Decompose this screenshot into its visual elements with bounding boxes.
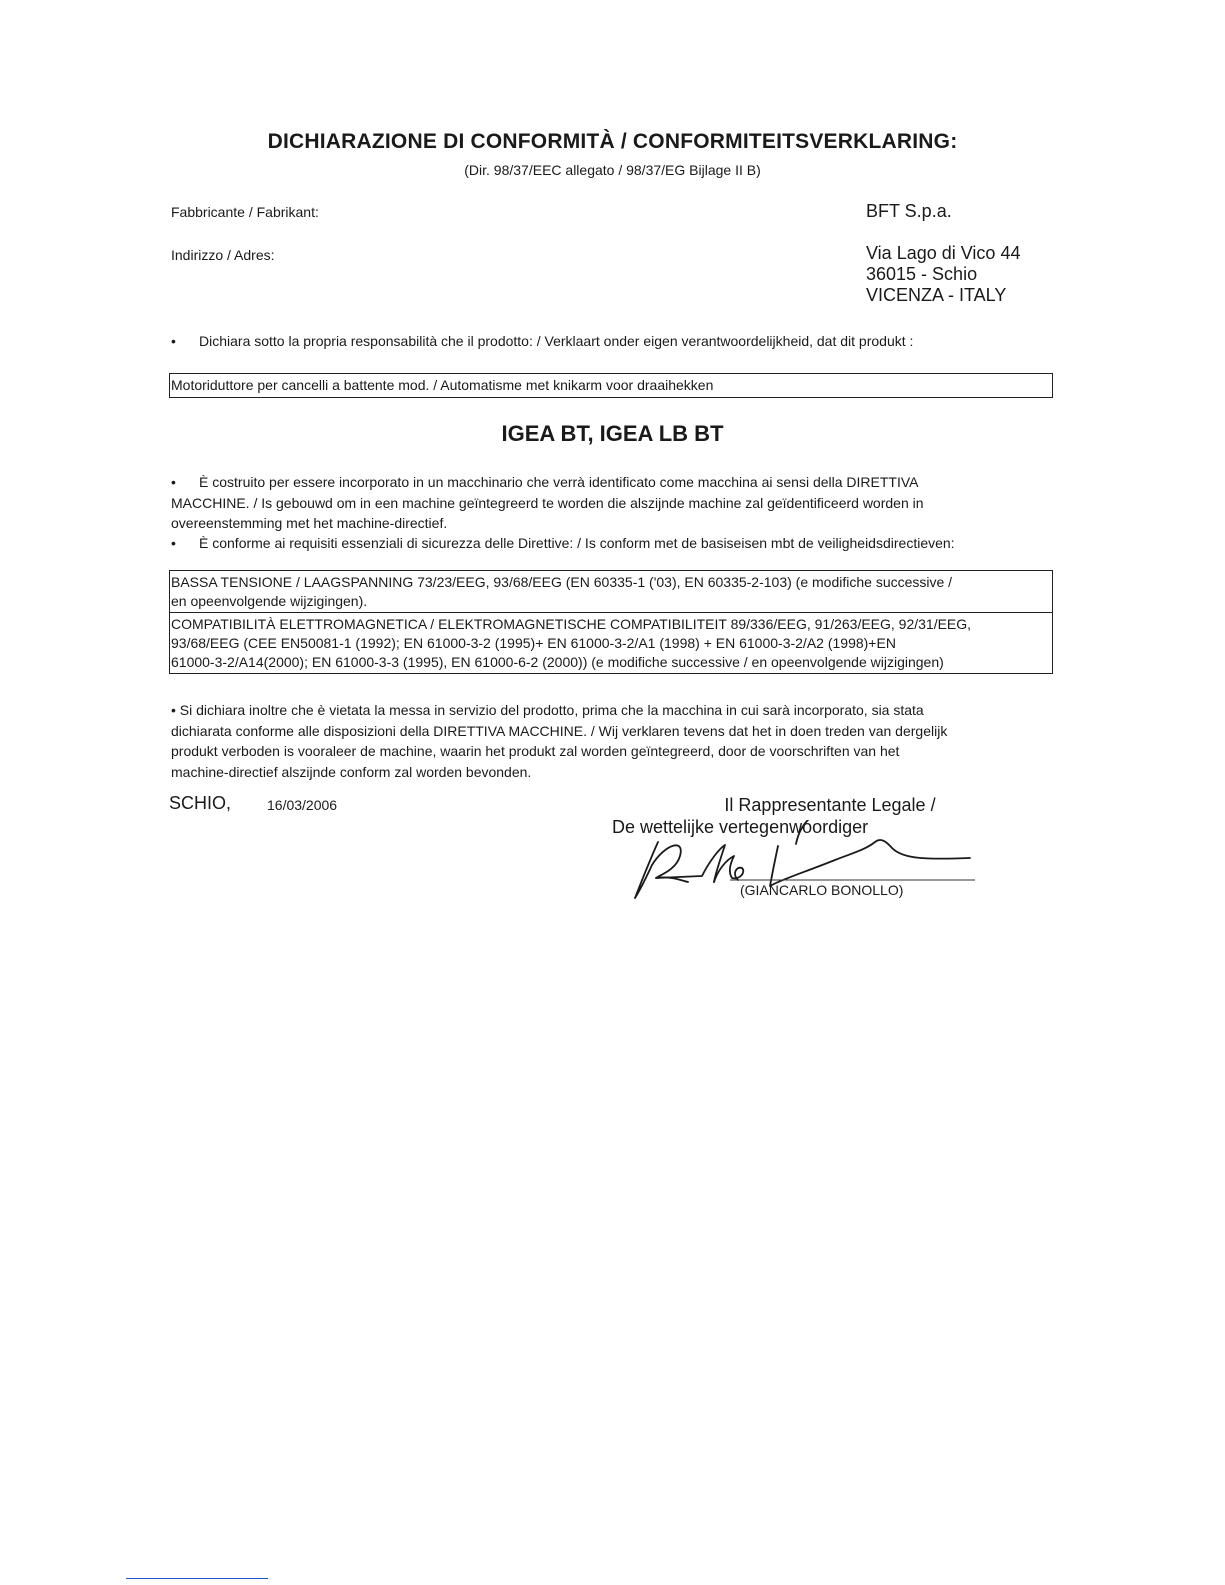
incorporation-line: È costruito per essere incorporato in un macchinario che verrà identificato come macchina ai sensi della DIRETTIVA: [199, 474, 919, 490]
directive-emc-box: [169, 612, 1053, 674]
address-line: VICENZA - ITALY: [866, 285, 1007, 305]
incorporation-line: overeenstemming met het machine-directief.: [171, 515, 448, 531]
place-name: SCHIO,: [169, 793, 232, 813]
directive-line: 93/68/EEG (CEE EN50081-1 (1992); EN 61000-3-2 (1995)+ EN 61000-3-2/A1 (1998) + EN 61000-3-2/A2 (1998)+EN: [171, 635, 896, 651]
commissioning-line: produkt verboden is vooraleer de machine, waarin het produkt zal worden geïntegreerd, door de voorschriften van het: [171, 743, 900, 759]
address-label: Indirizzo / Adres:: [171, 247, 275, 263]
bullet-icon: •: [171, 535, 176, 551]
bullet-icon: •: [171, 474, 176, 490]
commissioning-line: dichiarata conforme alle disposizioni della DIRETTIVA MACCHINE. / Wij verklaren tevens dat het in doen treden van dergelijk: [171, 722, 948, 739]
footer-divider: [126, 1578, 268, 1579]
bullet-commissioning: [171, 700, 1051, 782]
directive-line: COMPATIBILITÀ ELETTROMAGNETICA / ELEKTROMAGNETISCHE COMPATIBILITEIT 89/336/EEG, 91/263/EEG, 92/31/EEG,: [171, 616, 972, 632]
declaration-date: 16/03/2006: [267, 797, 338, 813]
product-description: Motoriduttore per cancelli a battente mod. / Automatisme met knikarm voor draaihekken: [171, 377, 714, 393]
representative-line: Il Rappresentante Legale /: [724, 795, 936, 815]
model-name: IGEA BT, IGEA LB BT: [501, 421, 724, 446]
directive-line: BASSA TENSIONE / LAAGSPANNING 73/23/EEG, 93/68/EEG (EN 60335-1 ('03), EN 60335-2-103) (e modifiche successive /: [171, 574, 953, 590]
directive-reference: (Dir. 98/37/EEC allegato / 98/37/EG Bijlage II B): [464, 162, 761, 178]
bullet-incorporation: [171, 472, 1051, 534]
directive-line: en opeenvolgende wijzigingen).: [171, 593, 368, 609]
representative-line: De wettelijke vertegenwoordiger: [612, 817, 869, 837]
address-line: Via Lago di Vico 44: [866, 243, 1021, 263]
declaration-statement: [171, 333, 913, 349]
product-description-box: [169, 373, 1053, 398]
manufacturer-value: BFT S.p.a.: [866, 201, 952, 221]
commissioning-line: machine-directief alszijnde conform zal worden bevonden.: [171, 763, 532, 780]
directive-low-voltage-box: [169, 570, 1053, 613]
document-title: DICHIARAZIONE DI CONFORMITÀ / CONFORMITEITSVERKLARING:: [267, 130, 958, 153]
incorporation-line: MACCHINE. / Is gebouwd om in een machine geïntegreerd te worden die alszijnde machine zal geïdentificeerd worden in: [171, 494, 924, 511]
declaration-text: Dichiara sotto la propria responsabilità che il prodotto: / Verklaart onder eigen verantwoordelijkheid, dat dit produkt :: [199, 333, 914, 349]
address-line: 36015 - Schio: [866, 264, 978, 284]
bullet-icon: •: [171, 333, 176, 349]
signatory-name: (GIANCARLO BONOLLO): [740, 882, 904, 898]
address-value: [866, 243, 1020, 306]
bullet-conformity: [171, 535, 955, 551]
manufacturer-label: Fabbricante / Fabrikant:: [171, 204, 319, 220]
conformity-text: È conforme ai requisiti essenziali di sicurezza delle Direttive: / Is conform met de basiseisen mbt de veiligheidsdirectieven:: [199, 535, 955, 551]
directive-line: 61000-3-2/A14(2000); EN 61000-3-3 (1995), EN 61000-6-2 (2000)) (e modifiche successive / en opeenvolgende wijzigingen): [171, 654, 944, 670]
commissioning-line: • Si dichiara inoltre che è vietata la messa in servizio del prodotto, prima che la macchina in cui sarà incorporato, sia stata: [171, 702, 924, 718]
